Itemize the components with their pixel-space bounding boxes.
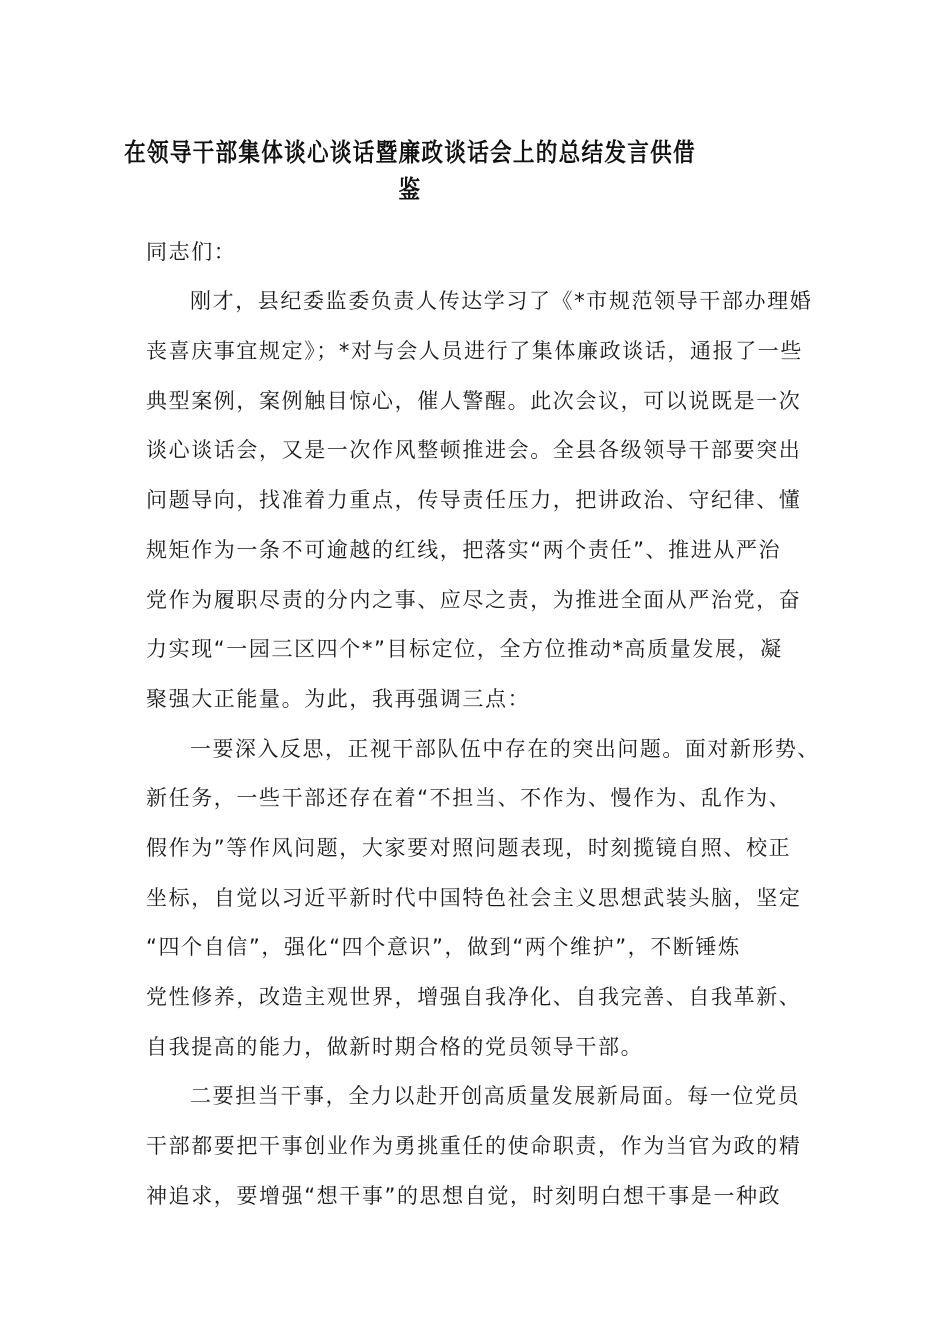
document-title-line-1: 在领导干部集体谈心谈话暨廉政谈话会上的总结发言供借 bbox=[124, 138, 696, 167]
body-line: 二要担当干事，全力以赴开创高质量发展新局面。每一位党员 bbox=[190, 1084, 801, 1108]
body-line: 聚强大正能量。为此，我再强调三点： bbox=[146, 687, 531, 711]
body-line: 规矩作为一条不可逾越的红线，把落实“两个责任”、推进从严治 bbox=[146, 538, 782, 562]
body-line: 党性修养，改造主观世界，增强自我净化、自我完善、自我革新、 bbox=[146, 985, 802, 1009]
body-line: 力实现“一园三区四个*”目标定位，全方位推动*高质量发展，凝 bbox=[146, 637, 783, 661]
body-line: 自我提高的能力，做新时期合格的党员领导干部。 bbox=[146, 1035, 644, 1059]
body-line: 假作为”等作风问题，大家要对照问题表现，时刻揽镜自照、校正 bbox=[146, 836, 792, 860]
body-line: 丧喜庆事宜规定》；*对与会人员进行了集体廉政谈话，通报了一些 bbox=[146, 339, 803, 363]
body-line: 干部都要把干事创业作为勇挑重任的使命职责，作为当官为政的精 bbox=[146, 1134, 802, 1158]
body-line: 神追求，要增强“想干事”的思想自觉，时刻明白想干事是一种政 bbox=[146, 1184, 782, 1208]
document-title-line-2: 鉴 bbox=[398, 175, 422, 204]
body-line: 问题导向，找准着力重点，传导责任压力，把讲政治、守纪律、懂 bbox=[146, 488, 802, 512]
salutation: 同志们： bbox=[146, 240, 237, 264]
body-line: 谈心谈话会，又是一次作风整顿推进会。全县各级领导干部要突出 bbox=[146, 438, 802, 462]
body-line: 党作为履职尽责的分内之事、应尽之责，为推进全面从严治党，奋 bbox=[146, 588, 802, 612]
body-line: “四个自信”，强化“四个意识”，做到“两个维护”，不断锤炼 bbox=[146, 935, 741, 959]
body-line: 坐标，自觉以习近平新时代中国特色社会主义思想武装头脑，坚定 bbox=[146, 886, 802, 910]
body-line: 典型案例，案例触目惊心，催人警醒。此次会议，可以说既是一次 bbox=[146, 389, 802, 413]
body-line: 一要深入反思，正视干部队伍中存在的突出问题。面对新形势、 bbox=[190, 737, 820, 761]
body-line: 新任务，一些干部还存在着“不担当、不作为、慢作为、乱作为、 bbox=[146, 786, 792, 810]
body-line: 刚才，县纪委监委负责人传达学习了《*市规范领导干部办理婚 bbox=[190, 289, 813, 313]
